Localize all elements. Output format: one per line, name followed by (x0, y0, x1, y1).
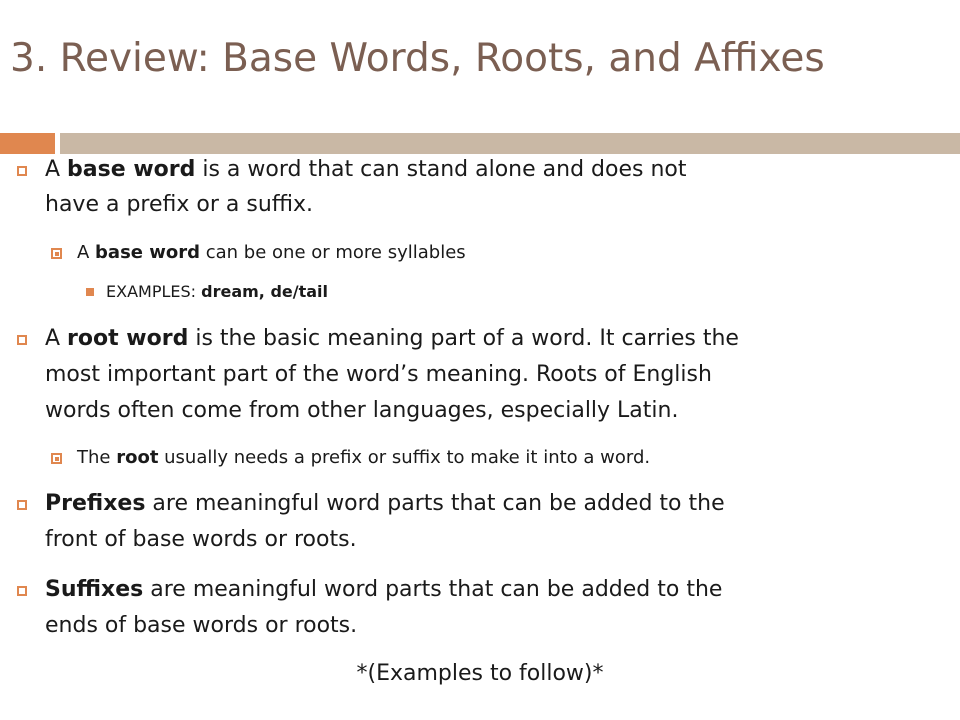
bullet-root-word-line3: words often come from other languages, especially Latin. (45, 398, 679, 423)
bullet-term: root word (67, 326, 189, 351)
bullet-text: EXAMPLES: (106, 282, 202, 301)
slide-title: 3. Review: Base Words, Roots, and Affixes (10, 36, 825, 81)
accent-bar-tan (60, 133, 960, 154)
bullet-term: base word (95, 242, 201, 263)
bullet-text: A (45, 157, 68, 182)
square-bullet-icon (17, 586, 27, 596)
examples-list: dream, de/tail (201, 282, 328, 301)
footer-note: *(Examples to follow)* (356, 661, 604, 686)
bullet-text: are meaningful word parts that can be added to the (143, 577, 723, 602)
bullet-base-word-line2: have a prefix or a suffix. (45, 192, 314, 217)
bullet-text: The (77, 447, 117, 468)
bullet-prefixes (45, 487, 725, 521)
bullet-text: is a word that can stand alone and does not (195, 157, 687, 182)
bullet-term: base word (67, 157, 196, 182)
filled-square-bullet-icon (86, 288, 94, 296)
square-dot-bullet-icon (51, 248, 62, 259)
sub-bullet-examples (106, 281, 328, 303)
bullet-prefixes-line2: front of base words or roots. (45, 527, 357, 552)
square-bullet-icon (17, 335, 27, 345)
bullet-text: are meaningful word parts that can be added to the (145, 491, 725, 516)
bullet-suffixes (45, 573, 722, 607)
bullet-text: A (45, 326, 68, 351)
square-dot-bullet-icon (51, 453, 62, 464)
bullet-text: is the basic meaning part of a word. It carries the (188, 326, 739, 351)
bullet-text: usually needs a prefix or suffix to make it into a word. (158, 447, 651, 468)
bullet-term: root (116, 447, 159, 468)
bullet-term: Prefixes (45, 491, 146, 516)
bullet-root-word-line2: most important part of the word’s meaning. Roots of English (45, 362, 712, 387)
bullet-root-word (45, 322, 739, 356)
bullet-text: can be one or more syllables (200, 242, 466, 263)
sub-bullet-syllables (77, 240, 466, 266)
bullet-term: Suffixes (45, 577, 144, 602)
sub-bullet-root (77, 445, 650, 471)
bullet-base-word (45, 153, 686, 187)
square-bullet-icon (17, 166, 27, 176)
accent-bar-orange (0, 133, 55, 154)
square-bullet-icon (17, 500, 27, 510)
bullet-text: A (77, 242, 96, 263)
bullet-suffixes-line2: ends of base words or roots. (45, 613, 358, 638)
